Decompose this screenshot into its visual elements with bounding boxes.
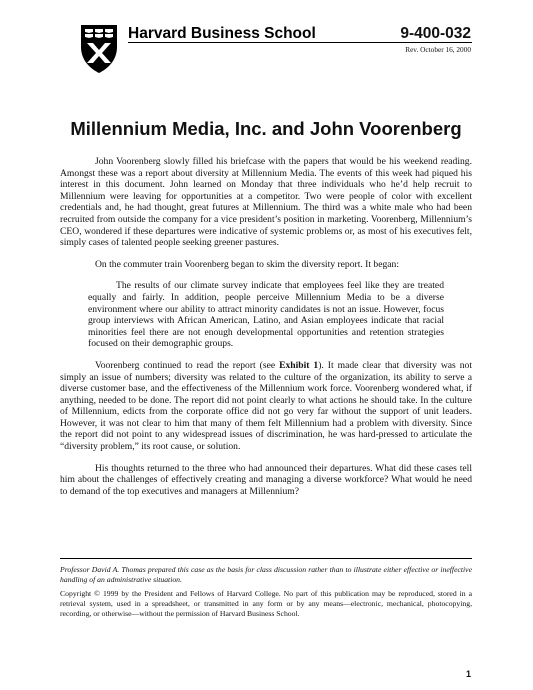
case-number: 9-400-032	[400, 25, 471, 42]
exhibit-reference: Exhibit 1	[279, 359, 319, 371]
page-title: Millennium Media, Inc. and John Voorenberg	[70, 118, 462, 139]
harvard-shield-icon	[79, 23, 119, 75]
author-note: Professor David A. Thomas prepared this case as the basis for class discussion rather than to illustrate either effective or ineffective handling of an administrative situation.	[60, 565, 472, 584]
paragraph-3-start: Voorenberg continued to read the report (see	[95, 359, 280, 371]
school-name: Harvard Business School	[128, 25, 316, 42]
report-quote: The results of our climate survey indicate that employees feel like they are treated equally and fairly. In addition, people perceive Millennium Media to be a diverse environment where our ability to attract minority candidates is not an issue. However, focus group interviews with African American, Latino, and Asian employees indicate that racial minorities feel there are not enough developmental opportunities and retention strategies focused on their demographic groups.	[88, 280, 444, 350]
revision-date: Rev. October 16, 2000	[405, 45, 471, 54]
paragraph-1: John Voorenberg slowly filled his briefcase with the papers that would be his weekend reading. Amongst these was a report about diversity at Millennium Media. The events of this week had piqued his interest in this document. John learned on Monday that three individuals who he’d help recruit to Millennium were leaving for opportunities at a competitor. Two were people of color with excellent credentials and, he had thought, great futures at Millennium. The third was a white male who had been recruited from outside the company for a vice president’s position in marketing. Voorenberg, Millennium’s CEO, wondered if these departures were indicative of systemic problems or, as most of his executives felt, simply cases of talented people seeking greener pastures.	[60, 156, 472, 249]
case-body	[60, 156, 472, 507]
paragraph-3	[60, 360, 472, 453]
paragraph-4: His thoughts returned to the three who had announced their departures. What did these cases tell him about the challenges of effectively creating and managing a diverse workforce? What would he need to demand of the top executives and managers at Millennium?	[60, 462, 472, 497]
paragraph-3-end: ). It made clear that diversity was not simply an issue of numbers; diversity was related to the culture of the organization, its ability to serve a diverse customer base, and the effectiveness of the Millennium work force. Voorenberg wondered what, if anything, needed to be done. The report did not point clearly to what actions he should take. In the culture of Millennium, edicts from the corporate office did not go very far without the support of unit leaders. However, it was not clear to him that many of them felt Millennium had a problem with diversity. Since the report did not point to any widespread issues of discrimination, he was hard-pressed to articulate the “diversity problem,” its root cause, or solution.	[60, 359, 473, 453]
paragraph-2: On the commuter train Voorenberg began to skim the diversity report. It began:	[95, 258, 399, 270]
copyright-notice: Copyright © 1999 by the President and Fellows of Harvard College. No part of this publication may be reproduced, stored in a retrieval system, used in a spreadsheet, or transmitted in any form or by any means—electronic, mechanical, photocopying, recording, or otherwise—without the permission of Harvard Business School.	[60, 589, 472, 618]
footnote-rule	[60, 558, 472, 559]
page-number: 1	[465, 669, 471, 679]
